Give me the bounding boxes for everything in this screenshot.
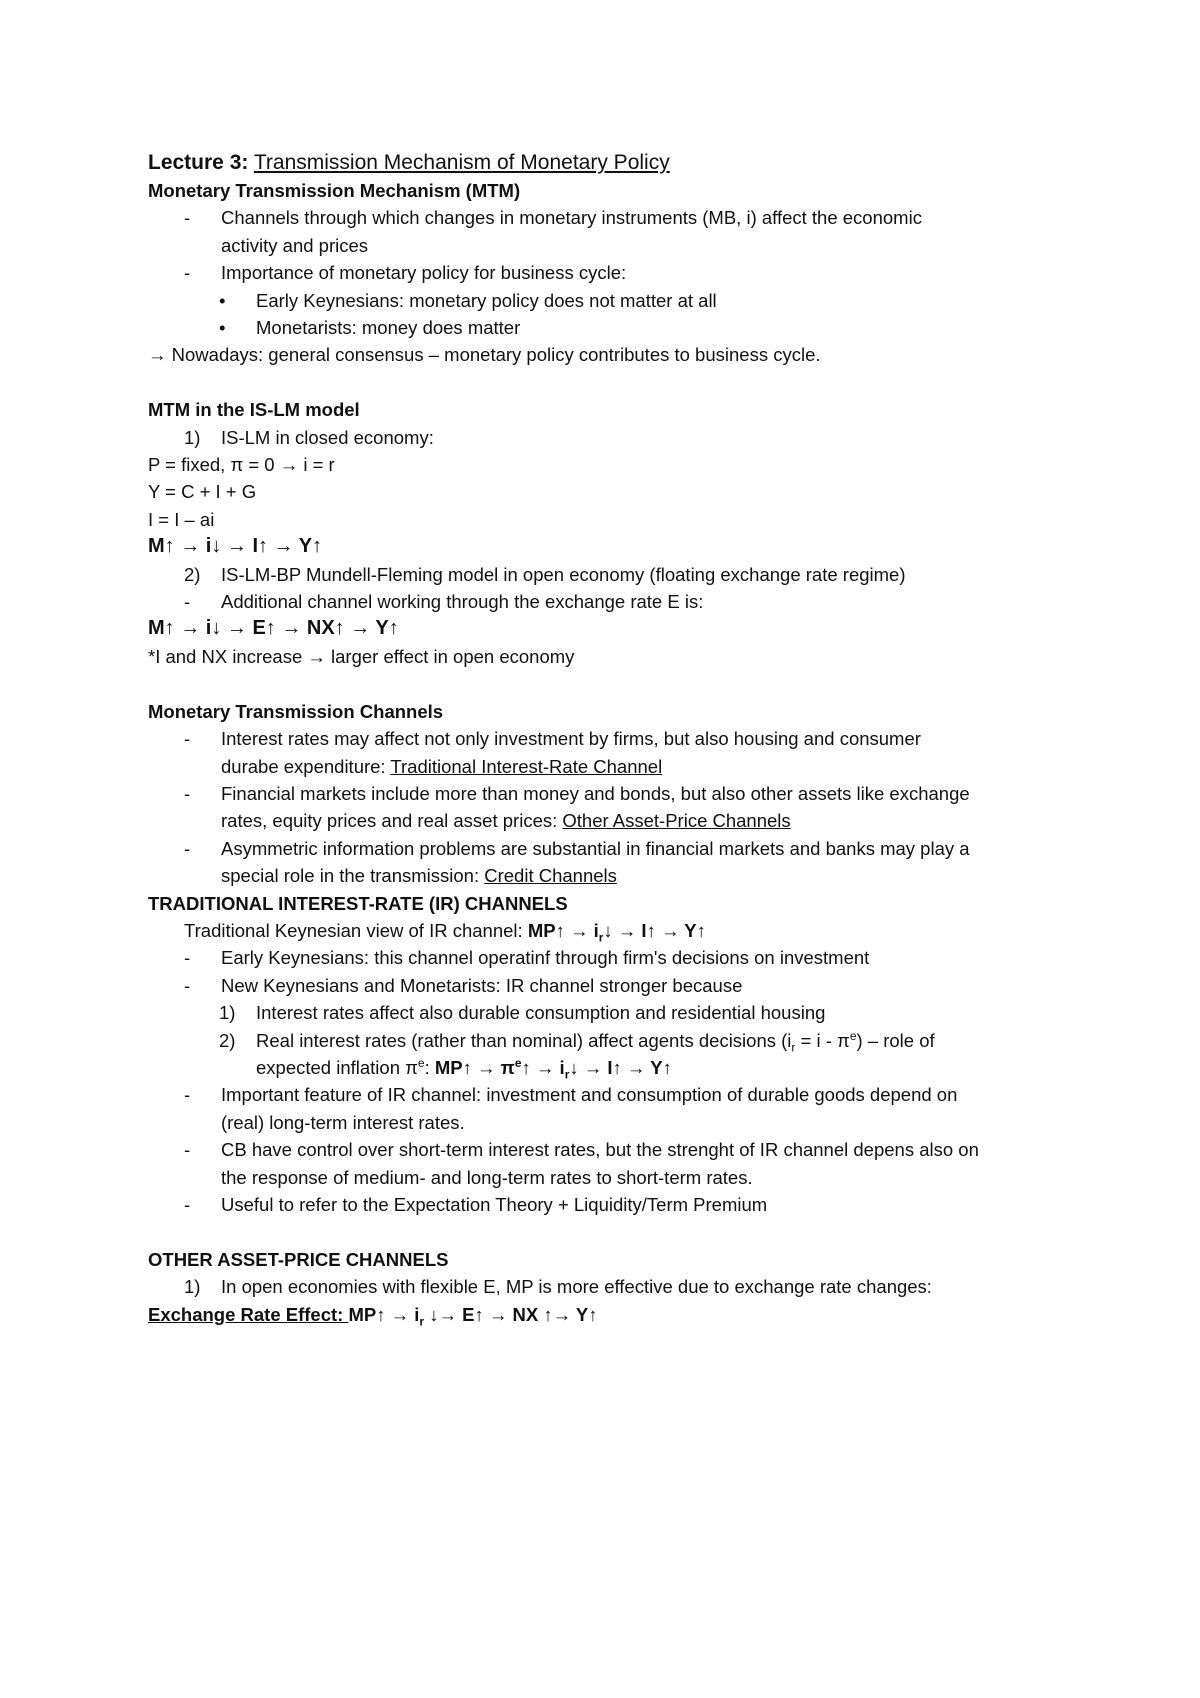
mtm-dash1-b: activity and prices — [221, 234, 369, 256]
dash-marker: - — [184, 728, 191, 750]
mtm-nowadays: → Nowadays: general consensus – monetary policy contributes to business cycle. — [148, 344, 821, 366]
islm-eq2: Y = C + I + G — [148, 481, 257, 503]
ir-n2-chain — [434, 1055, 672, 1082]
ir-d2: New Keynesians and Monetarists: IR channel stronger because — [221, 974, 743, 996]
text-part: : — [424, 1056, 435, 1078]
chain-part: ↑ → i — [521, 1056, 565, 1078]
islm-chain2: M↑ → i↓ → E↑ → NX↑ → Y↑ — [148, 617, 399, 640]
dash-marker: - — [184, 1084, 191, 1106]
chain-subscript: r — [598, 930, 604, 945]
chain-part: MP↑ → π — [434, 1056, 515, 1078]
list-item — [148, 725, 1140, 752]
chain-part: ↓ → I↑ → Y↑ — [603, 919, 706, 941]
exchange-rate-effect-label: Exchange Rate Effect: — [148, 1303, 349, 1325]
asset-heading: OTHER ASSET-PRICE CHANNELS — [148, 1248, 449, 1270]
asset-price-channels-label: Other Asset-Price Channels — [562, 810, 791, 832]
chain-part: ↓→ E↑ → NX ↑→ Y↑ — [424, 1303, 598, 1325]
bullet-marker: • — [219, 317, 226, 339]
mtm-bullet2: Monetarists: money does matter — [256, 317, 521, 339]
islm-item2-dash: Additional channel working through the exchange rate E is: — [221, 591, 704, 613]
exchange-rate-effect — [148, 1301, 1140, 1328]
channels-d1-b — [148, 753, 1140, 780]
traditional-ir-channel-label: Traditional Interest-Rate Channel — [390, 755, 663, 777]
chain-subscript: r — [419, 1314, 425, 1329]
spacer — [148, 369, 1140, 396]
islm-eq1: P = fixed, π = 0 → i = r — [148, 454, 335, 476]
list-item — [148, 1081, 1140, 1108]
list-item — [148, 780, 1140, 807]
islm-note: *I and NX increase → larger effect in open economy — [148, 645, 575, 667]
list-item — [148, 287, 1140, 314]
ir-n1: Interest rates affect also durable consumption and residential housing — [256, 1002, 826, 1024]
channels-d3-b-text: special role in the transmission: — [221, 865, 485, 887]
channels-d3-a: Asymmetric information problems are substantial in financial markets and banks may play a — [221, 837, 970, 859]
dash-marker: - — [184, 591, 191, 613]
bullet-marker: • — [219, 289, 226, 311]
ir-n2-b — [148, 1054, 1140, 1081]
title-main: Transmission Mechanism of Monetary Policy — [253, 151, 670, 174]
mtm-heading: Monetary Transmission Mechanism (MTM) — [148, 180, 521, 201]
channels-d2-b-text: rates, equity prices and real asset prices: — [221, 810, 563, 832]
number-marker: 2) — [184, 563, 201, 585]
asset-n1: In open economies with flexible E, MP is more effective due to exchange rate changes: — [221, 1276, 932, 1298]
dash-marker: - — [184, 837, 191, 859]
ir-heading: TRADITIONAL INTEREST-RATE (IR) CHANNELS — [148, 892, 568, 914]
dash-marker: - — [184, 947, 191, 969]
number-marker: 1) — [219, 1002, 236, 1024]
superscript: e — [849, 1028, 857, 1043]
channels-heading: Monetary Transmission Channels — [148, 700, 444, 722]
list-item — [148, 1136, 1140, 1163]
page-title — [148, 149, 1140, 177]
number-marker: 2) — [219, 1029, 236, 1051]
islm-eq3: I = I – ai — [148, 508, 215, 530]
chain-part: ↓ → I↑ → Y↑ — [569, 1056, 672, 1078]
list-item — [148, 1273, 1140, 1300]
ir-d4-b: the response of medium- and long-term rates to short-term rates. — [221, 1166, 753, 1188]
number-marker: 1) — [184, 426, 201, 448]
credit-channels-label: Credit Channels — [484, 865, 617, 887]
channels-d2-b — [148, 807, 1140, 834]
ir-d3-a: Important feature of IR channel: investment and consumption of durable goods depend on — [221, 1084, 958, 1106]
channels-d2-a: Financial markets include more than money and bonds, but also other assets like exchange — [221, 782, 970, 804]
dash-marker: - — [184, 262, 191, 284]
number-marker: 1) — [184, 1276, 201, 1298]
ir-view-chain — [527, 919, 706, 945]
mtm-bullet1: Early Keynesians: monetary policy does not matter at all — [256, 289, 717, 311]
dash-marker: - — [184, 1139, 191, 1161]
ir-d5: Useful to refer to the Expectation Theory + Liquidity/Term Premium — [221, 1194, 768, 1215]
chain-subscript: r — [564, 1067, 570, 1082]
chain-superscript: e — [514, 1055, 522, 1070]
spacer — [148, 670, 1140, 697]
ir-n2-a — [256, 1028, 935, 1055]
chain-part: MP↑ → i — [348, 1303, 420, 1325]
list-item — [148, 999, 1140, 1026]
text-part: Real interest rates (rather than nominal) affect agents decisions (i — [256, 1029, 792, 1051]
text-part: expected inflation π — [256, 1056, 418, 1078]
list-item — [148, 1191, 1140, 1218]
list-item — [148, 424, 1140, 451]
dash-marker: - — [184, 974, 191, 996]
ir-view — [148, 917, 1140, 944]
dash-marker: - — [184, 1194, 191, 1215]
channels-d1-a: Interest rates may affect not only investment by firms, but also housing and consumer — [221, 728, 921, 750]
title-prefix: Lecture 3: — [148, 151, 249, 174]
islm-heading: MTM in the IS-LM model — [148, 399, 360, 421]
ir-d3-b: (real) long-term interest rates. — [221, 1111, 465, 1133]
list-item — [148, 259, 1140, 286]
list-item — [148, 561, 1140, 588]
channels-d3-b — [148, 862, 1140, 889]
superscript: e — [417, 1055, 425, 1070]
list-item — [148, 835, 1140, 862]
list-item — [148, 204, 1140, 231]
list-item — [148, 972, 1140, 999]
islm-item2: IS-LM-BP Mundell-Fleming model in open economy (floating exchange rate regime) — [221, 563, 906, 585]
ir-view-text: Traditional Keynesian view of IR channel: — [184, 919, 528, 941]
text-part: = i - π — [795, 1029, 850, 1051]
ir-d1: Early Keynesians: this channel operatinf through firm's decisions on investment — [221, 947, 870, 969]
subscript: r — [791, 1040, 796, 1055]
dash-marker: - — [184, 782, 191, 804]
list-item — [148, 314, 1140, 341]
ir-d4-a: CB have control over short-term interest rates, but the strenght of IR channel depens also on — [221, 1139, 979, 1161]
channels-d1-b-text: durabe expenditure: — [221, 755, 391, 777]
islm-chain1: M↑ → i↓ → I↑ → Y↑ — [148, 535, 323, 558]
mtm-dash2: Importance of monetary policy for business cycle: — [221, 262, 627, 284]
list-item — [148, 1027, 1140, 1054]
list-item — [148, 588, 1140, 615]
spacer — [148, 1218, 1140, 1245]
text-part: ) – role of — [856, 1029, 935, 1051]
mtm-dash1-a: Channels through which changes in monetary instruments (MB, i) affect the economic — [221, 207, 922, 229]
list-item — [148, 944, 1140, 971]
islm-item1: IS-LM in closed economy: — [221, 426, 434, 448]
dash-marker: - — [184, 207, 191, 229]
chain-part: MP↑ → i — [527, 919, 599, 941]
